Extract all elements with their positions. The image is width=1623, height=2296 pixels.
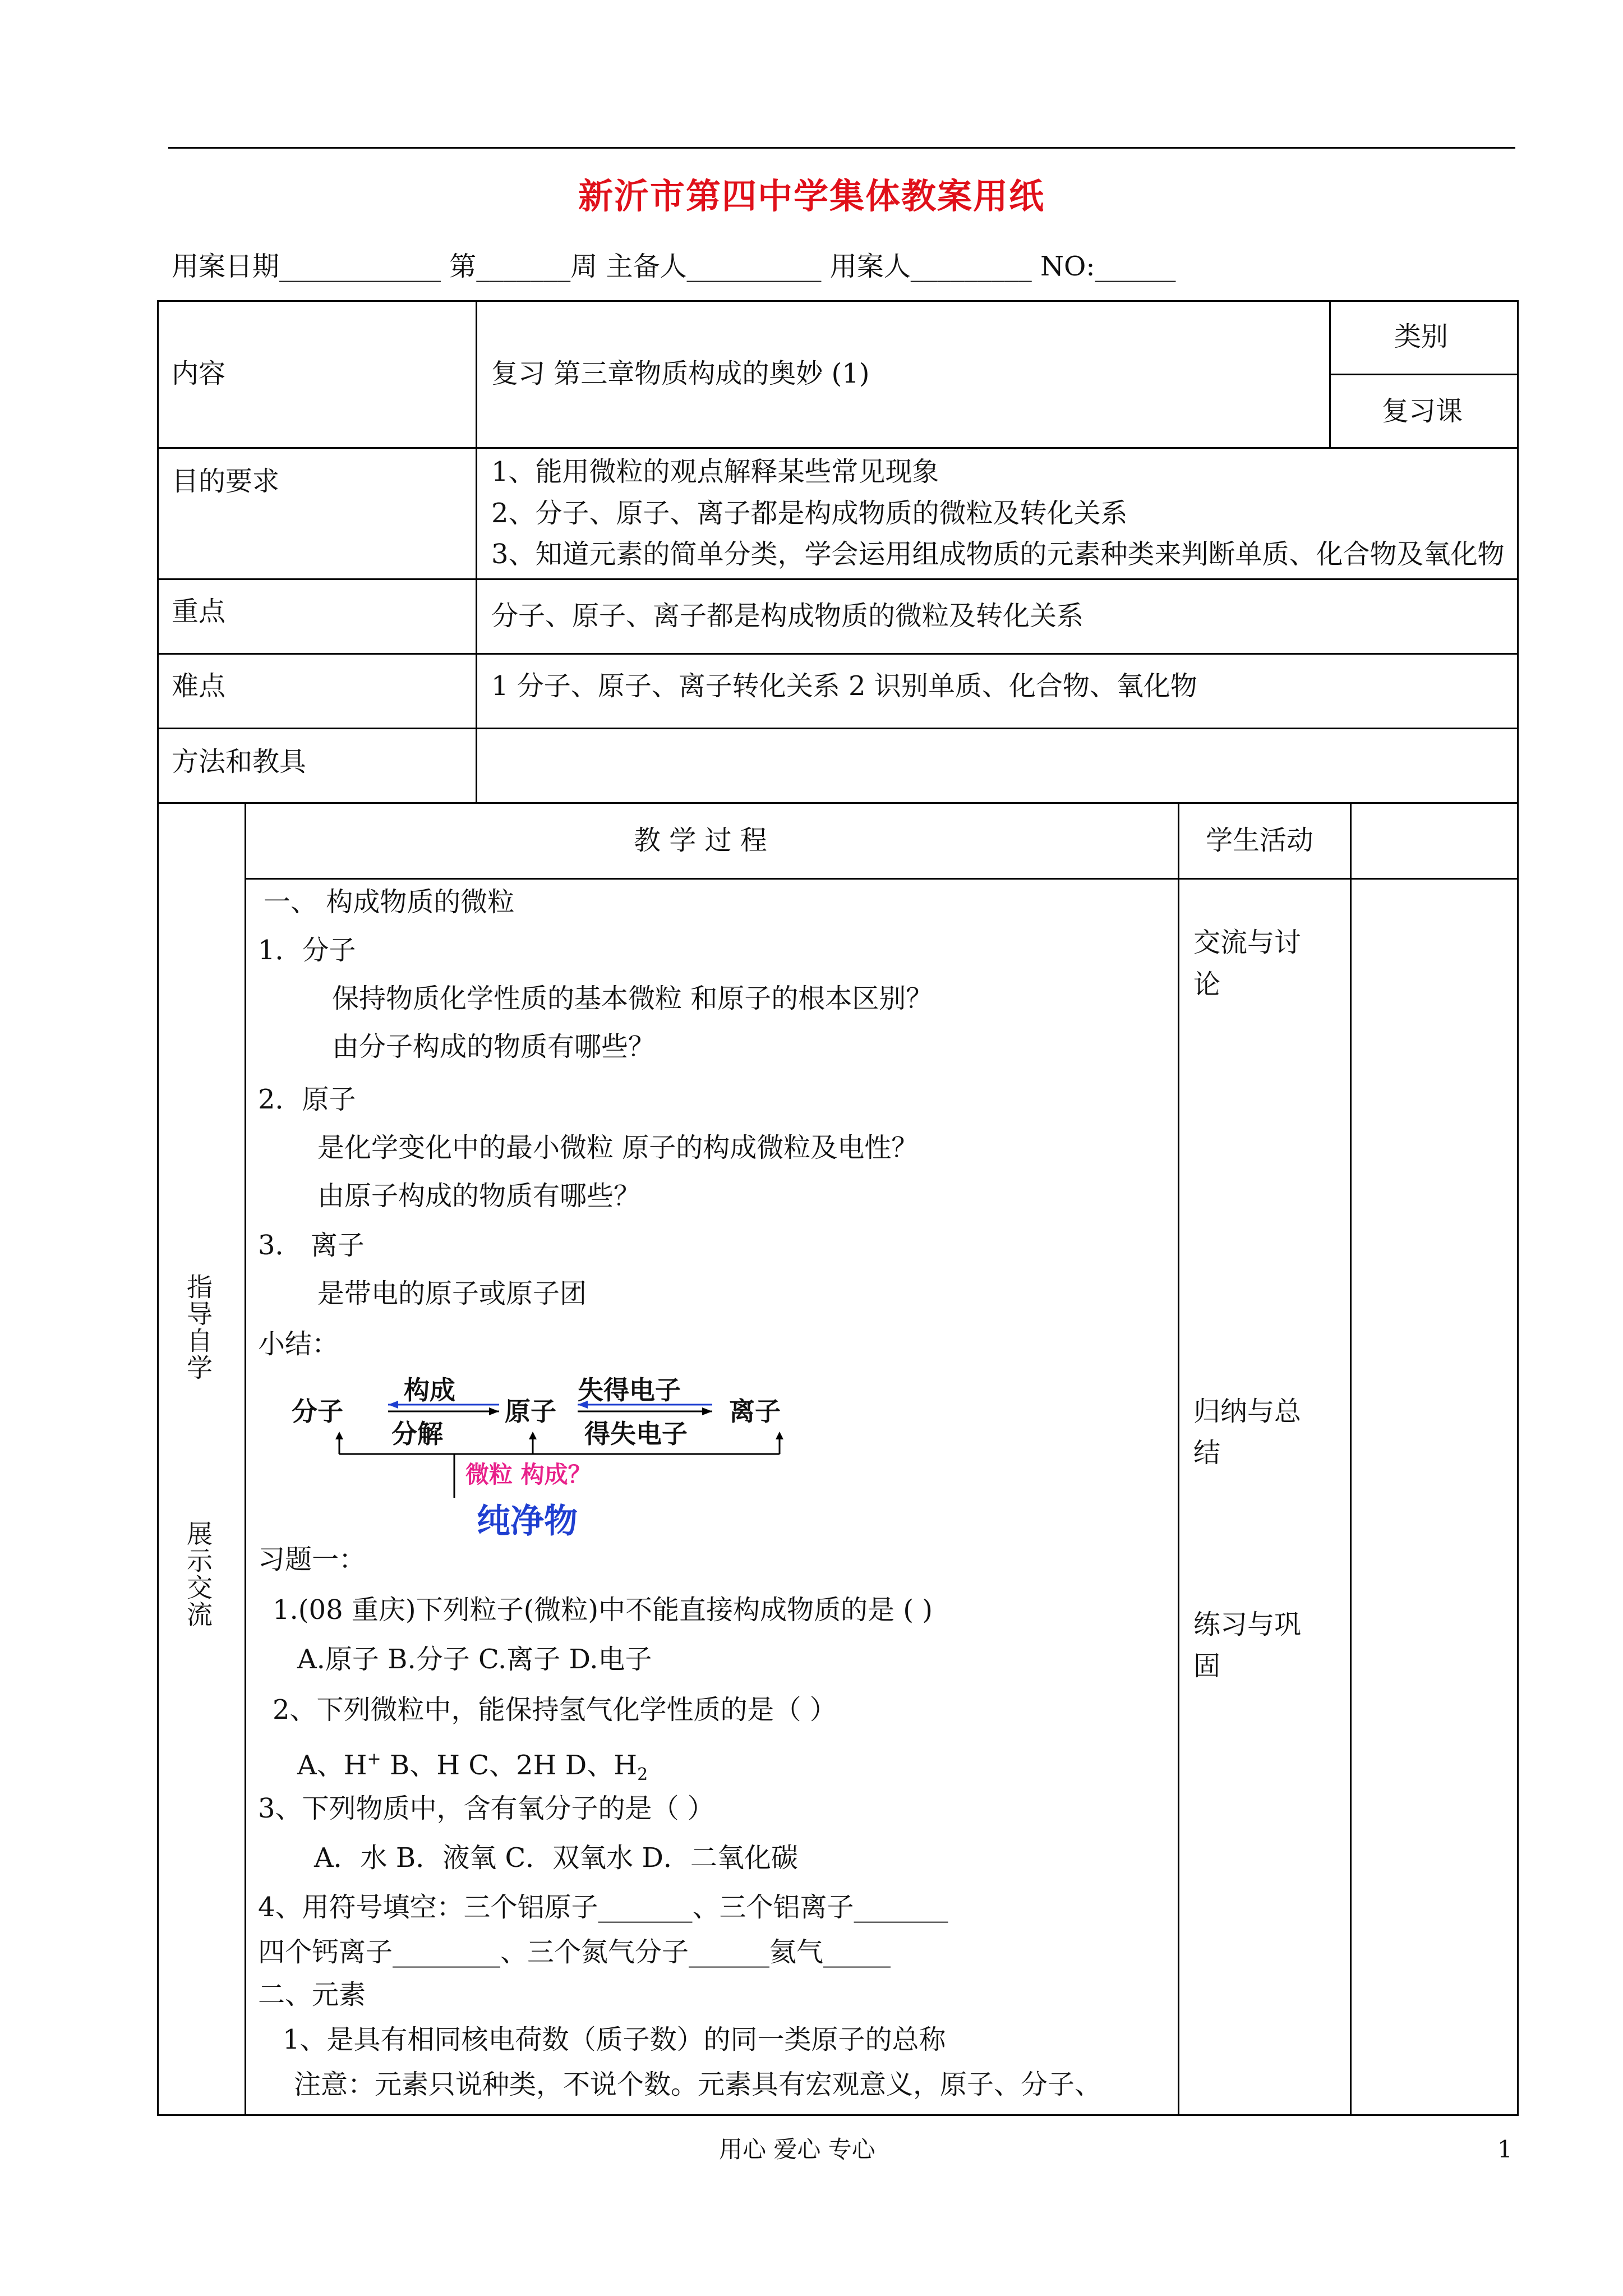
student-activity: 固 bbox=[1193, 1650, 1221, 1682]
key-value: 分子、原子、离子都是构成物质的微粒及转化关系 bbox=[491, 600, 1084, 632]
methods-label: 方法和教具 bbox=[172, 746, 307, 777]
diagram-molecule: 分子 bbox=[292, 1396, 343, 1427]
page-title: 新沂市第四中学集体教案用纸 bbox=[578, 176, 1045, 217]
process-line: A．水 B．液氧 C．双氧水 D．二氧化碳 bbox=[314, 1842, 798, 1874]
meta-line: 用案日期____________ 第_______周 主备人__________ 用案人_________ NO:______ bbox=[172, 251, 1176, 282]
student-activity: 论 bbox=[1193, 969, 1221, 1000]
process-line: A.原子 B.分子 C.离子 D.电子 bbox=[297, 1644, 652, 1675]
process-line: 2．原子 bbox=[258, 1084, 356, 1115]
student-activity: 练习与巩 bbox=[1193, 1609, 1302, 1640]
process-line: 4、用符号填空：三个铝原子_______、三个铝离子_______ bbox=[258, 1892, 948, 1923]
top-rule bbox=[168, 147, 1515, 149]
process-line: 保持物质化学性质的基本微粒 和原子的根本区别？ bbox=[332, 983, 933, 1014]
process-line: 由分子构成的物质有哪些？ bbox=[332, 1031, 656, 1062]
diagram-lose-gain: 失得电子 bbox=[578, 1375, 681, 1405]
process-line: 1、是具有相同核电荷数（质子数）的同一类原子的总称 bbox=[283, 2024, 946, 2055]
difficulty-value: 1 分子、原子、离子转化关系 2 识别单质、化合物、氧化物 bbox=[491, 670, 1197, 702]
page-number: 1 bbox=[1497, 2136, 1513, 2163]
q2-option-a-charge: + bbox=[367, 1749, 381, 1769]
process-line: 四个钙离子________、三个氮气分子______氦气_____ bbox=[258, 1936, 891, 1968]
side-label-guide: 指导自学 bbox=[183, 1273, 213, 1381]
process-line: 1.(08 重庆)下列粒子(微粒)中不能直接构成物质的是 ( ) bbox=[273, 1594, 933, 1626]
process-line: 一、 构成物质的微粒 bbox=[264, 886, 515, 918]
process-line: 1．分子 bbox=[258, 935, 356, 966]
content-value: 复习 第三章物质构成的奥妙 (1) bbox=[491, 358, 870, 389]
process-line: 2、下列微粒中，能保持氢气化学性质的是（ ） bbox=[273, 1694, 837, 1726]
key-label: 重点 bbox=[172, 596, 226, 627]
goal-1: 1、能用微粒的观点解释某些常见现象 bbox=[491, 456, 939, 487]
category-label: 类别 bbox=[1394, 321, 1449, 352]
diagram-gain-lose: 得失电子 bbox=[584, 1419, 688, 1449]
process-line: 小结： bbox=[258, 1328, 339, 1360]
student-activity: 结 bbox=[1193, 1437, 1221, 1469]
process-line: 注意：元素只说种类，不说个数。元素具有宏观意义，原子、分子、 bbox=[294, 2069, 1102, 2100]
goal-2: 2、分子、原子、离子都是构成物质的微粒及转化关系 bbox=[491, 498, 1128, 529]
diagram-decompose: 分解 bbox=[391, 1419, 443, 1449]
process-line: 二、元素 bbox=[258, 1979, 366, 2010]
side-label-show: 展示交流 bbox=[183, 1520, 213, 1628]
diagram-ion: 离子 bbox=[729, 1396, 781, 1427]
process-line: 3． 离子 bbox=[258, 1230, 365, 1261]
footer-motto: 用心 爱心 专心 bbox=[719, 2136, 875, 2163]
content-label: 内容 bbox=[172, 358, 226, 389]
difficulty-label: 难点 bbox=[172, 670, 226, 702]
q2-option-rest: B、H C、2H D、H bbox=[381, 1750, 638, 1781]
goals-label: 目的要求 bbox=[172, 466, 280, 497]
process-line: 习题一： bbox=[258, 1544, 366, 1575]
goal-3: 3、知道元素的简单分类，学会运用组成物质的元素种类来判断单质、化合物及氧化物 bbox=[491, 539, 1505, 570]
process-line: 3、下列物质中，含有氧分子的是（ ） bbox=[258, 1793, 714, 1824]
q2-option-a: A、H bbox=[297, 1750, 367, 1781]
category-value: 复习课 bbox=[1382, 395, 1463, 427]
process-line: 由原子构成的物质有哪些？ bbox=[317, 1180, 641, 1212]
diagram-atom: 原子 bbox=[505, 1396, 556, 1427]
diagram-particle-question: 微粒 构成？ bbox=[465, 1461, 592, 1488]
process-line: 是化学变化中的最小微粒 原子的构成微粒及电性？ bbox=[317, 1132, 919, 1163]
student-header: 学生活动 bbox=[1206, 825, 1314, 856]
process-line: 是带电的原子或原子团 bbox=[317, 1278, 587, 1309]
q2-options bbox=[297, 1742, 648, 1792]
process-header: 教 学 过 程 bbox=[634, 825, 767, 856]
q2-option-d-sub: 2 bbox=[637, 1765, 648, 1784]
student-activity: 交流与讨 bbox=[1193, 927, 1302, 958]
diagram-pure-substance: 纯净物 bbox=[477, 1502, 578, 1541]
diagram-compose: 构成 bbox=[404, 1375, 455, 1405]
student-activity: 归纳与总 bbox=[1193, 1396, 1302, 1427]
